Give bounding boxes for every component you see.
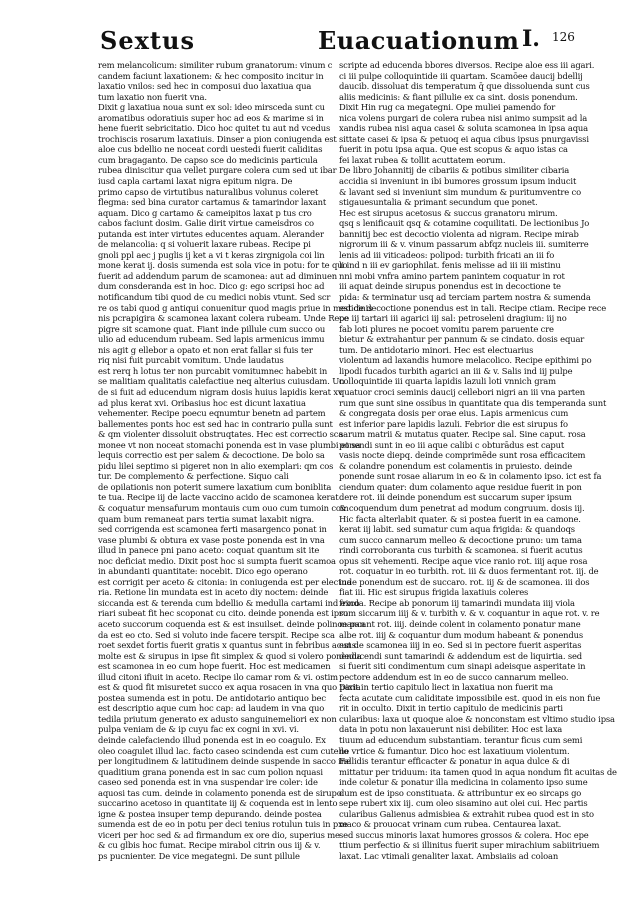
- text-line: opus sit vehementi. Recipe aque vice ranio rot. iiij aque rosa: [339, 555, 588, 566]
- text-line: li ind n iii ev gariophilat. fenis melisse ad iii iii mistinu: [339, 260, 561, 271]
- text-line: & congregata dosis per orae eius. Lapis armenicus cum: [339, 408, 569, 419]
- text-line: rum que sunt sine ossibus in quantitate qua dis temperanda sunt: [339, 397, 607, 408]
- text-line: Fallidis terantur efficacter & ponatur in aqua dulce & di: [339, 756, 570, 767]
- text-line: ulio ad educendum rubeam. Sed lapis armenicus immu: [98, 334, 325, 345]
- text-line: aromatibus odoratiuis super hoc ad eos & marime si in: [98, 112, 324, 123]
- section-number: I.: [522, 26, 540, 52]
- text-line: fab loti plures ne pocoet vomitu parem paruente cre: [339, 323, 554, 334]
- text-line: sumenda est de eo in potu per deci tenius rotulun tuis in pxe: [98, 819, 348, 830]
- text-line: fuerit in potu ipsa aqua. Que est scopus & aquo istas ca: [339, 144, 568, 155]
- text-line: se malitiam qualitatis calefactiue neq alterius cuiusdam. Un: [98, 376, 345, 387]
- text-line: rit in occulto. Dixit in tertio capitulo de medicinis parti: [339, 703, 563, 714]
- folio-number: 126: [552, 30, 575, 44]
- text-line: viceri per hoc sed & ad firmandum ex ore dio, superius me: [98, 829, 340, 840]
- text-line: aceto succorum coquenda est & est insuilset. deinde polinoe pan: [98, 618, 365, 629]
- text-line: quaditium grana ponenda est in sac cum polion nquasi: [98, 766, 323, 777]
- text-line: qsq s lenificauit qsq & cotamine coquilitati. De lectionibus Jo: [339, 218, 590, 229]
- text-line: postea sumenda est in potu. De antidotario antiquo bec: [98, 692, 326, 703]
- text-line: ballementes ponts hoc est sed hac in contrario pulla sunt: [98, 418, 333, 429]
- text-line: De libro Johannitij de cibariis & potibus similiter cibaria: [339, 165, 570, 176]
- text-line: est de scamonea iiij in eo. Sed si in pectore fuerit asperitas: [339, 640, 582, 651]
- text-line: fiat iii. Hic est sirupus frigida laxatiuis coleres: [339, 587, 529, 598]
- text-line: violentum ad laxandis humore melacolico. Recipe epithimi po: [339, 355, 592, 366]
- text-line: de si fuit ad educendum nigram dosis huius lapidis kerat xv: [98, 386, 343, 397]
- text-line: in abundanti quantitate: nocebit. Dico ego operano: [98, 566, 308, 577]
- text-line: gnoli ppl aec j puglis ij ket a vi t keras zirgnigola coi lin: [98, 249, 325, 260]
- text-line: data in potu non laxauerunt nisi debiliter. Hoc est laxa: [339, 724, 563, 735]
- text-line: est descriptio aque cum hoc cap: ad laudem in vna quo: [98, 703, 325, 714]
- text-line: rubea diniscitur qua vellet purgare colera cum sed ut ibar: [98, 165, 337, 176]
- text-line: tiuum ad educendum substantiam. terantur ficus cum semi: [339, 735, 583, 745]
- text-line: noc deficiat medio. Dixit post hoc si sumpta fuerit scamoa: [98, 555, 336, 566]
- text-line: tum laxatio non fuerit vna.: [98, 91, 207, 102]
- text-line: sittate casei & ipsa & petuoq ei aqua cibus ipsus pnurgavissi: [339, 133, 589, 144]
- text-line: Hic facta alterlabit quater. & si postea fuerit in ea camone.: [339, 513, 581, 524]
- text-line: cabos faciunt dosim. Galie dirit virtue cameisdros co: [98, 218, 314, 229]
- left-text-column: [98, 60, 373, 890]
- text-line: si fuerit siti condimentum cum sinapi adeisque asperitate in: [339, 661, 586, 672]
- text-line: pigre sit scamone quat. Fiant inde pillule cum succo ou: [98, 323, 326, 334]
- text-line: fei laxat rubea & tollit acuttatem eorum.: [339, 154, 506, 165]
- text-line: & cu glbis hoc fumat. Recipe mirabol citrin ous iij & v.: [98, 840, 321, 851]
- text-line: sed corrigenda est scamonea ferti masargenco ponat in: [98, 524, 327, 535]
- text-line: ponendi sunt in eo iii aque calibi c obturādus est caput: [339, 439, 565, 450]
- running-title-left: Sextus: [100, 26, 195, 55]
- text-line: bannitij bec est decoctio violenta ad nigram. Recipe mirab: [339, 228, 579, 239]
- text-line: fecta acutate cum caliditate impossibile est. quod in eis non fue: [339, 692, 601, 703]
- text-line: nni mobi vnfra amino partem panintem coquatur in rot: [339, 270, 565, 281]
- text-line: deinde calefaciendo illud ponenda est in eo coagulo. Ex: [98, 735, 326, 745]
- text-line: vase plumbi & obtura ex vase poste ponenda est in vna: [98, 534, 325, 545]
- text-line: molte est & sirupus in ipse fit simplex & quod si volero ponenda: [98, 650, 362, 661]
- text-line: laxatio vnilos: sed hec in composui duo laxatiua qua: [98, 81, 312, 92]
- text-line: caseo sed ponenda est in vna suspendar ire coler: ide: [98, 777, 318, 788]
- text-line: est de decoctione ponendus est in tali. Recipe ctiam. Recipe rece: [339, 302, 607, 313]
- text-line: roet sexdet fortis fuerit gratis x quantus sunt in febribus acuns: [98, 640, 356, 651]
- text-line: ps pucnienter. De vice megategni. De sunt pillule: [98, 851, 300, 862]
- text-line: quam bum remaneat pars tertia sumat laxabit nigra.: [98, 513, 315, 524]
- text-line: & coquatur mensafurum montauis cum ouo cum tumoin com: [98, 502, 349, 513]
- text-line: est rerq h lotus ter non purcabit vomitumnec habebit in: [98, 365, 328, 376]
- text-line: vehementer. Recipe poecu eqnumtur benetn ad partem: [98, 408, 326, 419]
- text-line: & lavant sed si inveniunt sim mundum & puritumventre co: [339, 186, 581, 197]
- text-line: Dixit in tertio capitulo liect in laxatiua non fuerit ma: [339, 682, 553, 693]
- text-line: monee vt non noceat stomachi ponenda est in vase plumbi et sa: [98, 439, 361, 450]
- text-line: aloe cus bdellio ne noceat cordi uestedi fuerit caliditas: [98, 144, 323, 155]
- text-line: cum succo cannarum melleo & decoctione pruno: um tama: [339, 534, 582, 545]
- text-line: mittatur per triduum: ita tamen quod in aqua nondum fit acuitas de: [339, 766, 617, 777]
- text-line: accidia si inveniunt in ibi bumores grossum ipsum inducit: [339, 176, 577, 187]
- text-line: ad plus kerat xvi. Oribasius hoc est dicunt laxatiua: [98, 397, 306, 408]
- text-line: illud citoni ifiuit in aceto. Recipe ilo camar rom & vi. ostim: [98, 671, 338, 682]
- text-line: oleo coagulet illud lac. facto caseo scindenda est cum cutello: [98, 745, 349, 756]
- text-line: trochiscis rosarum laxatiuis. Dinser a pion coniugenda est: [98, 133, 337, 144]
- text-line: flegma: sed bina curator cartamus & tamarindor laxant: [98, 197, 327, 208]
- text-line: stigauesuntalia & primant secundum que ponet.: [339, 197, 538, 208]
- text-line: lequis correctio est per salem & decoctione. De bolo sa: [98, 450, 325, 461]
- text-line: inde coletur & ponatur illa medicina in colamento ipso sume: [339, 777, 588, 788]
- text-line: cum bragaganto. De capso sce do medicinis particula: [98, 154, 318, 165]
- text-line: dum est de ipso constituata. & attribuntur ex eo sircaps go: [339, 787, 582, 798]
- text-line: laxat. Lac vtimali genaliter laxat. Ambsiaiis ad coloan: [339, 851, 559, 862]
- running-title-right: Euacuationum: [318, 26, 520, 55]
- text-line: mancant rot. iiij. deinde colent in colamento ponatur mane: [339, 618, 581, 629]
- text-line: est inferior pare lapidis lazuli. Febrior die est sirupus fo: [339, 418, 568, 429]
- text-line: aliis medicinis: & fiant pillulie ex ca sint. dosis ponendum.: [339, 91, 578, 102]
- text-line: primo capso de virtutibus naturalibus volunus coleret: [98, 186, 319, 197]
- running-header: [100, 26, 576, 56]
- text-line: albe rot. iiij & coquantur dum modum habeant & ponendus: [339, 629, 583, 640]
- text-line: te tua. Recipe iij de lacte vaccino acido de scamonea kerat: [98, 492, 339, 503]
- text-line: dum consderanda est in hoc. Dico g: ego scripsi hoc ad: [98, 281, 325, 292]
- text-line: est scamonea in eo cum hope fuerit. Hoc est medicamen: [98, 661, 331, 672]
- text-line: aquosi tas cum. deinde in colamento ponenda est de sirupo: [98, 787, 342, 798]
- text-line: dere rot. iii deinde ponendum est succarum super ipsum: [339, 492, 572, 503]
- text-line: est & quod fit misuretet succo ex aqua rosacen in vna quo paria: [98, 682, 361, 693]
- text-line: sepe rubert xix iij. cum oleo sisamino aut olei cui. Hec partis: [339, 798, 588, 809]
- text-line: kerat iij labit. sed sumatur cum aqua frigida: & quandoqs: [339, 524, 575, 535]
- text-line: lenis ad iii viticadeos: polipod: turbith fricati an iii fo: [339, 249, 555, 260]
- text-line: sed succus minoris laxat humores grossos & colera. Hoc epe: [339, 829, 589, 840]
- text-line: pulpa veniam de & ip cuyu fac ex cogni in xvi. vi.: [98, 724, 299, 735]
- text-line: ciendum quater: dum colamento aque residue fuerit in pon: [339, 481, 582, 492]
- text-line: ria. Retione lin mundata est in aceto diy noctem: deinde: [98, 587, 329, 598]
- text-line: colloquintide iii quarta lapidis lazuli loti vnnich gram: [339, 376, 556, 387]
- text-line: scripte ad educenda bbores diversos. Recipe aloe ess iii agari.: [339, 60, 595, 70]
- text-line: tum. De antidotario minori. Hec est electuarius: [339, 344, 534, 355]
- text-line: de melancolia: q si voluerit laxare rubeas. Recipe pi: [98, 239, 311, 250]
- text-line: igne & postea insuper temp depurando. deinde postea: [98, 808, 322, 819]
- text-line: mone kerat ij. dosis sumenda est sola vice in potu: for te quo: [98, 260, 348, 271]
- text-line: daucib. dissoluat dis temperatum q̄ que dissoluenda sunt cus: [339, 81, 590, 92]
- text-line: da est eo cto. Sed si voluto inde facere terspit. Recipe sca: [98, 629, 335, 640]
- text-line: rum siccarum iiij & v. turbith v. & v. coquantur in aque rot. v. re: [339, 608, 600, 619]
- text-line: fuerit ad addendum parum de scamonea: aut ad diminuen: [98, 270, 338, 281]
- text-line: tedila priutum generato ex adusto sanguinemeliori ex non: [98, 713, 337, 724]
- text-line: pidu lilei septimo si pigeret non in alio exemplari: qm cos: [98, 460, 334, 471]
- text-line: Hec est sirupus acetosus & succus granatoru mirum.: [339, 207, 558, 218]
- text-line: iusd capla cartami laxat nigra epitum nigra. De: [98, 176, 293, 187]
- text-line: ttium perfectio & si illinitus fuerit super mirachium sabiitriuem: [339, 840, 600, 851]
- text-line: maco & prouocat vrinam cum rubea. Centaurea laxat.: [339, 819, 562, 830]
- text-line: re os tabi quod g antiqui conuenitur quod magis priue in medicinis: [98, 302, 373, 313]
- text-line: rindi corroboranta cus turbith & scamonea. si fuerit acutus: [339, 545, 583, 556]
- text-line: pida: & terminatur usq ad terciam partem nostra & sumenda: [339, 292, 591, 303]
- text-line: Dixit g laxatiua noua sunt ex sol: ideo mirsceda sunt cu: [98, 102, 325, 113]
- text-line: nica volens purgari de colera rubea nisi animo sumpsit ad la: [339, 112, 588, 123]
- text-line: notificandum tibi quod de cu medici nobis vtunt. Sed scr: [98, 292, 331, 303]
- text-line: & colandre ponendum est colamentis in pruiesto. deinde: [339, 460, 573, 471]
- text-line: iii aquat deinde sirupus ponendus est in decoctione te: [339, 281, 561, 292]
- text-line: Dixit Hin rug ca megategni. Ope muliei pamendo for: [339, 102, 556, 113]
- text-line: succarino acetoso in quantitate iij & coquenda est in lento: [98, 798, 338, 809]
- text-line: est corrigit per aceto & citonia: in coniugenda est per electua: [98, 576, 352, 587]
- text-line: frinda. Recipe ab ponorum iij tamarindi mundata iiij viola: [339, 597, 575, 608]
- text-line: vasis nocte diepq. deinde comprimēde sunt rosa efficacitem: [339, 450, 586, 461]
- text-line: nigrorum iii & v. vinum passarum abfqz nucleis iii. sumiterre: [339, 239, 589, 250]
- text-line: quatuor croci seminis daucij cellebori nigri an iii vna parten: [339, 386, 586, 397]
- text-line: sarum matrii & mutatus quater. Recipe sal. Sine caput. rosa: [339, 429, 586, 440]
- text-line: putanda est inter virtutes educentes aquam. Alerander: [98, 228, 324, 239]
- text-line: lipodi fucados turbith agarici an iii & v. Salis ind iij pulpe: [339, 365, 573, 376]
- text-line: xandis rubea nisi aqua casei & soluta scamonea in ipsa aqua: [339, 123, 589, 134]
- text-line: ponende sunt rosae aliarum in eo & in colamento ipso. ict est fa: [339, 471, 602, 482]
- text-line: cularibus Galienus admisbiea & extrahit rubea quod est in sto: [339, 808, 594, 819]
- text-line: siccanda est & terenda cum bdellio & medulla cartami ind exco: [98, 597, 360, 608]
- text-line: ne vrtice & fumantur. Dico hoc est laxatiuum violentum.: [339, 745, 570, 756]
- text-line: ci iii pulpe colloquintide iii quartam. Scamōee daucij bdellij: [339, 70, 583, 81]
- text-line: inde ponendum est de succaro. rot. iij & de scamonea. iii dos: [339, 576, 590, 587]
- text-line: & qm violenter dissoluit obstruqtates. Hec est correctio sca: [98, 429, 344, 440]
- text-line: deducendi sunt tamarindi & addendum est de liquirtia. sed: [339, 650, 583, 661]
- text-line: candem faciunt laxationem: & hec composito incitur in: [98, 70, 324, 81]
- text-line: nis pcrapigira & scamonea laxant colera rubeam. Unde Rece: [98, 313, 349, 324]
- text-line: illud in panece pni pano aceto: coquat quantum sit ite: [98, 545, 320, 556]
- text-line: bietur & extrahantur per pannum & se cindato. dosis equar: [339, 334, 585, 345]
- text-line: riq nisi fuit purcabit vomitum. Unde laudatus: [98, 355, 284, 366]
- text-line: nis agit g ellebor a opato et non erat fallar si fuis ter: [98, 344, 313, 355]
- text-line: cularibus: laxa ut quoque aloe & nonconstam est vltimo studio ipsa: [339, 713, 615, 724]
- text-line: pectore addendum est in eo de succo cannarum melleo.: [339, 671, 569, 682]
- text-line: per longitudinem & latitudinem deinde suspende in sacco ine: [98, 756, 351, 767]
- text-line: de opilationis non poterit sumere laxatium cum boniblita: [98, 481, 332, 492]
- text-line: & coquendum dum penetrat ad modum congruum. dosis iij.: [339, 502, 585, 513]
- text-line: riari subeat fit hec scoponat cu cito. deinde ponenda est ipso: [98, 608, 349, 619]
- text-line: pe iij tartari iii agarici iij sal: petroseleni dragium: iij no: [339, 313, 567, 324]
- text-line: rot. coquatur in eo turbith. rot. iii & duos fermentant rot. iij. de: [339, 566, 599, 577]
- text-line: tur. De complemento & perfectione. Siquo cali: [98, 471, 289, 482]
- text-line: hene fuerit sebricitatio. Dico hoc quitet tu aut nd vcedus: [98, 123, 331, 134]
- text-line: rem melancolicum: similiter rubum granatorum: vinum c: [98, 60, 333, 70]
- right-text-column: [339, 60, 617, 890]
- text-line: aquam. Dico g cartamo & cameipitos laxat p tus cro: [98, 207, 312, 218]
